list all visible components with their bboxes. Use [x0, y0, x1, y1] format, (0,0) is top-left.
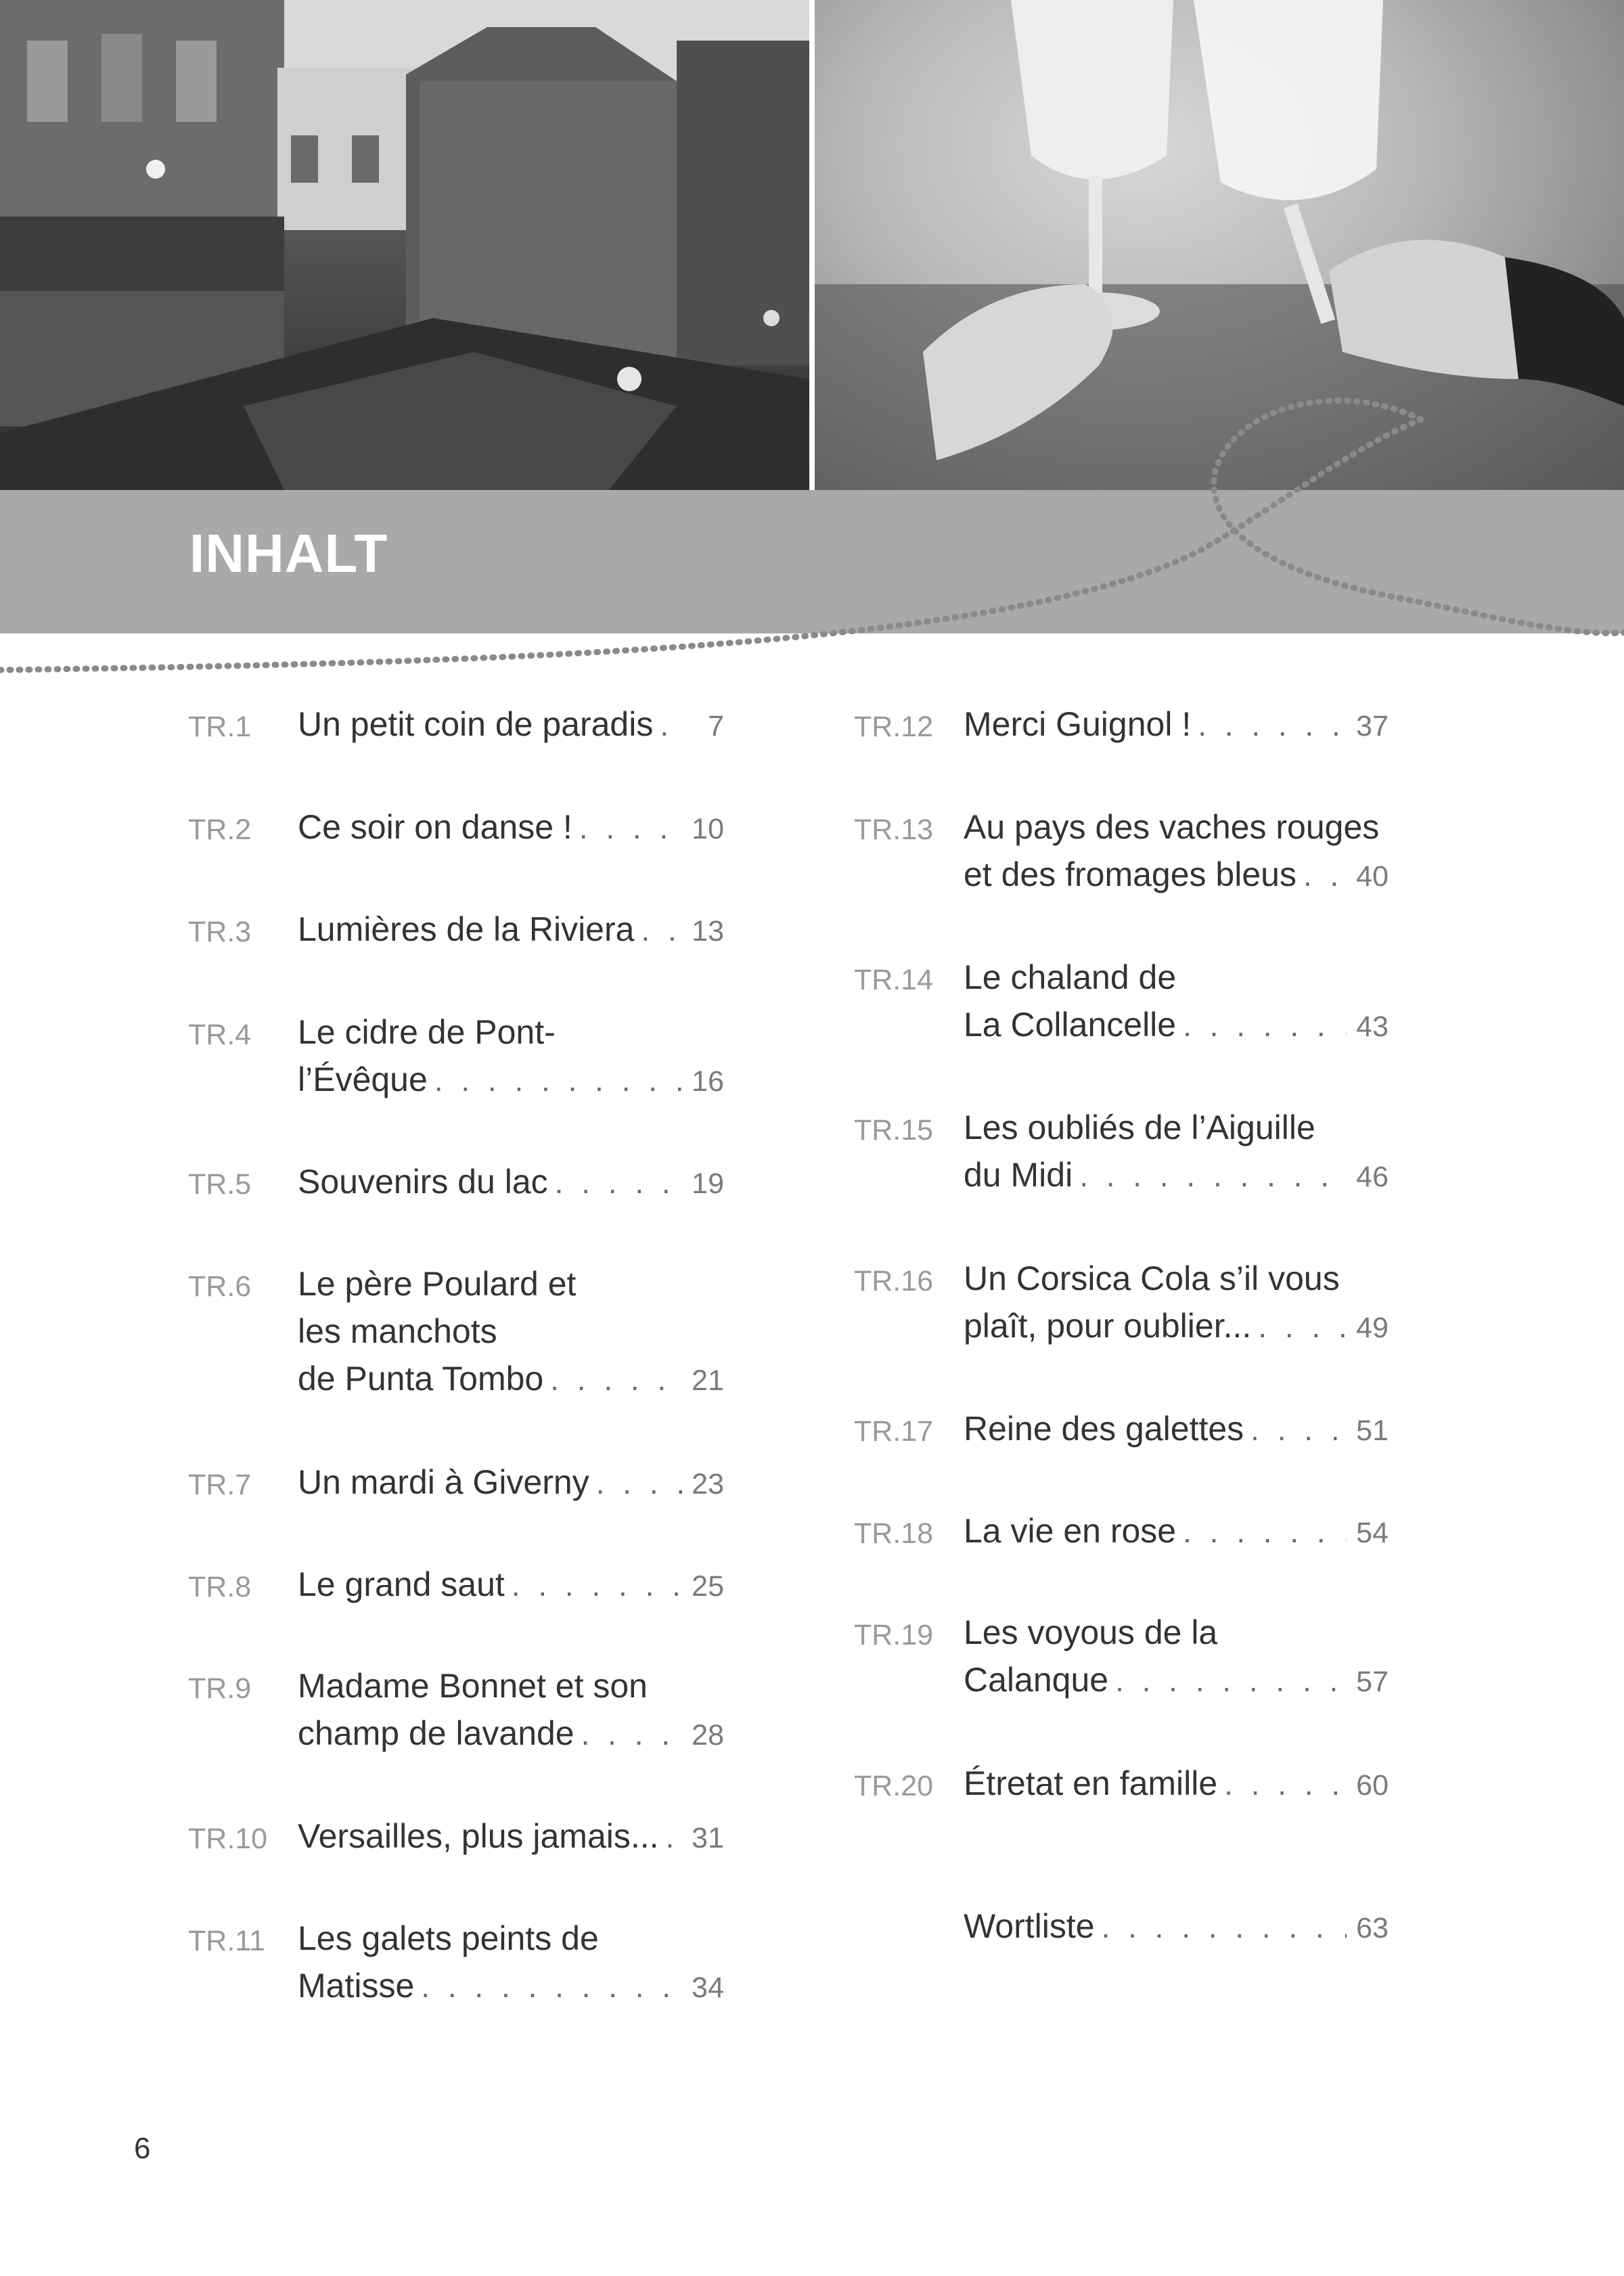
- page-number: 21: [692, 1364, 724, 1397]
- entry-title: l’Évêque: [298, 1061, 428, 1098]
- dot-leader: [1244, 1406, 1347, 1453]
- entry-title: Calanque: [964, 1661, 1109, 1699]
- dot-leader: [414, 1963, 682, 2010]
- track-label: TR.16: [854, 1265, 934, 1297]
- track-label: TR.12: [854, 711, 934, 743]
- page-number: 49: [1356, 1312, 1389, 1344]
- track-label: TR.8: [188, 1571, 252, 1603]
- entry-title: La vie en rose: [964, 1512, 1177, 1550]
- dot-leader: [1176, 1002, 1347, 1049]
- track-label: TR.17: [854, 1415, 934, 1448]
- dot-leader: [548, 1159, 682, 1206]
- entry-title: Au pays des vaches rouges: [964, 808, 1380, 846]
- entry-title: les manchots: [298, 1312, 497, 1350]
- entry-title: Ce soir on danse !: [298, 808, 572, 846]
- dot-leader: [653, 701, 682, 749]
- page-number: 60: [1356, 1769, 1389, 1802]
- dot-leader: [589, 1459, 682, 1507]
- dot-leader: [1251, 1303, 1347, 1350]
- track-label: TR.18: [854, 1517, 934, 1550]
- page-number: 43: [1356, 1010, 1389, 1043]
- page-number: 57: [1356, 1666, 1389, 1698]
- dot-leader: [574, 1710, 682, 1758]
- dot-leader: [1095, 1903, 1347, 1950]
- entry-title: Les voyous de la: [964, 1613, 1218, 1651]
- track-label: TR.6: [188, 1270, 252, 1303]
- entry-title: de Punta Tombo: [298, 1360, 544, 1398]
- dot-leader: [634, 906, 682, 954]
- track-label: TR.11: [188, 1925, 265, 1957]
- entry-title: Un petit coin de paradis: [298, 705, 654, 743]
- dot-leader: [572, 804, 682, 851]
- track-label: TR.15: [854, 1114, 934, 1146]
- page-number: 34: [692, 1971, 724, 2004]
- track-label: TR.3: [188, 916, 252, 948]
- entry-title: Matisse: [298, 1967, 415, 2005]
- track-label: TR.7: [188, 1469, 252, 1501]
- entry-title: Versailles, plus jamais...: [298, 1817, 659, 1855]
- dotted-trail-decoration: [0, 379, 1624, 690]
- page-number: 13: [692, 915, 724, 947]
- entry-title: Les oubliés de l’Aiguille: [964, 1109, 1315, 1146]
- track-label: TR.9: [188, 1672, 252, 1705]
- entry-title: Les galets peints de: [298, 1919, 599, 1957]
- track-label: TR.5: [188, 1168, 252, 1201]
- dot-leader: [1296, 851, 1347, 899]
- page-number: 46: [1356, 1161, 1389, 1193]
- track-label: TR.4: [188, 1019, 252, 1051]
- wordlist-title: Wortliste: [964, 1907, 1095, 1945]
- page-number: 25: [692, 1570, 724, 1603]
- page-number: 7: [708, 710, 724, 742]
- dot-leader: [1073, 1152, 1347, 1199]
- entry-title: Étretat en famille: [964, 1764, 1218, 1802]
- page-number: 28: [692, 1719, 724, 1751]
- entry-title: Lumières de la Riviera: [298, 910, 635, 948]
- page-number: 31: [692, 1822, 724, 1854]
- entry-title: Reine des galettes: [964, 1410, 1244, 1448]
- entry-title: Un Corsica Cola s’il vous: [964, 1259, 1340, 1297]
- entry-title: Souvenirs du lac: [298, 1163, 548, 1201]
- dot-leader: [1108, 1657, 1347, 1704]
- page-number: 16: [692, 1065, 724, 1098]
- dot-leader: [428, 1056, 682, 1104]
- entry-title: Madame Bonnet et son: [298, 1667, 648, 1705]
- entry-title: du Midi: [964, 1156, 1073, 1194]
- page-number: 23: [692, 1468, 724, 1500]
- page-number: 40: [1356, 860, 1389, 893]
- page-number: 19: [692, 1167, 724, 1200]
- track-label: TR.20: [854, 1770, 934, 1802]
- entry-title: La Collancelle: [964, 1006, 1177, 1044]
- page-folio: 6: [134, 2132, 151, 2165]
- dot-leader: [1176, 1508, 1347, 1555]
- page-number: 63: [1356, 1912, 1389, 1944]
- dot-leader: [505, 1561, 682, 1609]
- track-label: TR.1: [188, 711, 252, 743]
- dot-leader: [1217, 1760, 1347, 1808]
- page-number: 37: [1356, 710, 1389, 742]
- page-title: INHALT: [189, 523, 388, 583]
- dot-leader: [659, 1813, 682, 1860]
- page-number: 51: [1356, 1414, 1389, 1447]
- page-number: 54: [1356, 1517, 1389, 1549]
- entry-title: plaît, pour oublier...: [964, 1307, 1252, 1345]
- entry-title: Merci Guignol !: [964, 705, 1192, 743]
- page-number: 10: [692, 813, 724, 845]
- dot-leader: [543, 1356, 682, 1403]
- entry-title: Le père Poulard et: [298, 1265, 577, 1303]
- track-label: TR.13: [854, 813, 934, 846]
- entry-title: et des fromages bleus: [964, 855, 1296, 893]
- dot-leader: [1191, 701, 1347, 749]
- entry-title: Un mardi à Giverny: [298, 1463, 589, 1501]
- entry-title: Le chaland de: [964, 958, 1177, 996]
- track-label: TR.14: [854, 964, 934, 996]
- entry-title: Le grand saut: [298, 1565, 505, 1603]
- entry-title: Le cidre de Pont-: [298, 1013, 556, 1051]
- track-label: TR.2: [188, 813, 252, 846]
- track-label: TR.10: [188, 1823, 268, 1855]
- entry-title: champ de lavande: [298, 1714, 574, 1752]
- track-label: TR.19: [854, 1619, 934, 1651]
